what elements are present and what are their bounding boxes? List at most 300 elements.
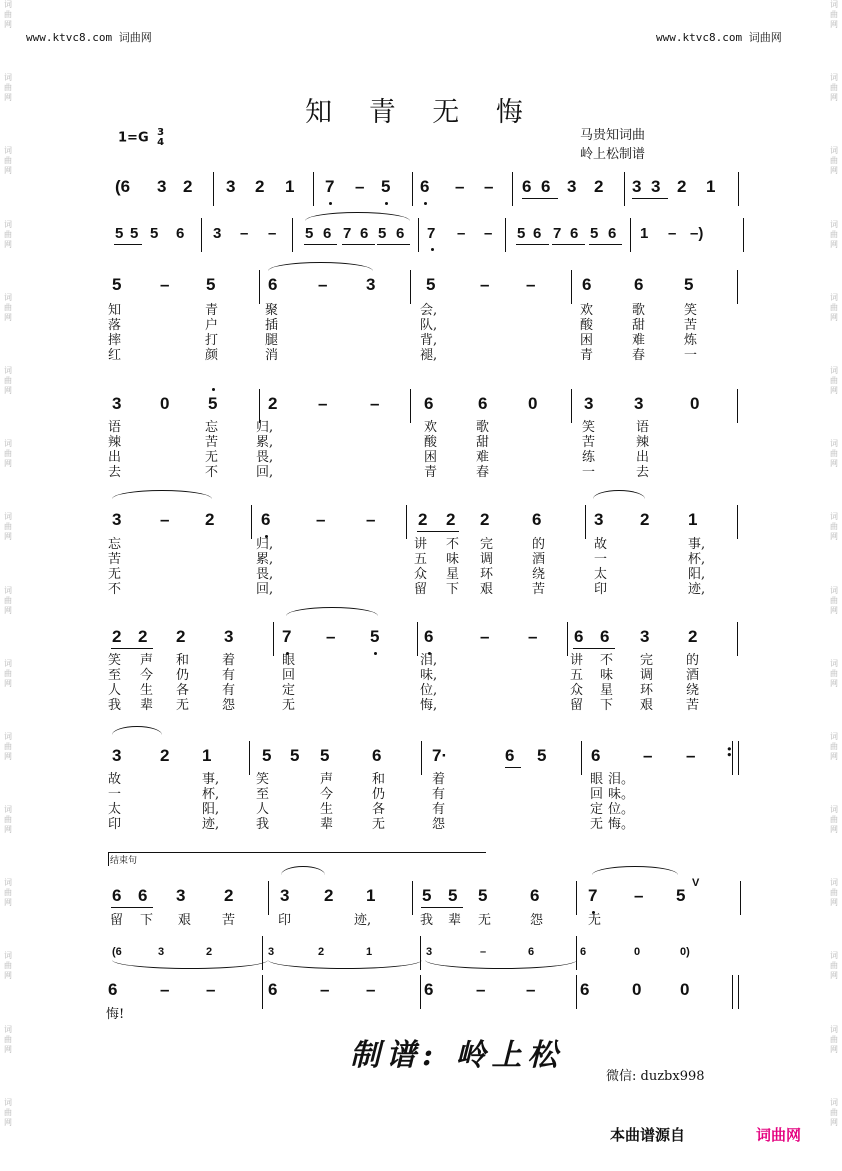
note: 7 [427, 225, 436, 242]
lyric-char: 生 [320, 802, 334, 817]
underline [377, 244, 410, 245]
lyric-char: 摔 [108, 333, 122, 348]
lyric-char: 悔, [420, 698, 438, 713]
lyric-char: 有 [222, 668, 236, 683]
final-lyric: 悔! [106, 1007, 125, 1022]
bar-line [738, 172, 739, 206]
octave-dot [374, 652, 377, 655]
lyric-char: 无 [108, 567, 122, 582]
note: 5 [206, 275, 216, 294]
lyric-char: 出 [108, 450, 122, 465]
watermark-char: 曲 [830, 449, 838, 459]
lyric-char: 杯, [688, 552, 706, 567]
note: 2 [255, 177, 265, 196]
note: 2 [418, 510, 428, 529]
note: 3 [226, 177, 236, 196]
lyric-char: 味。 [608, 787, 635, 802]
note: 6 [112, 886, 122, 905]
lyric-char: 太 [108, 802, 122, 817]
watermark-char: 曲 [830, 741, 838, 751]
lyric-char: 悔。 [608, 817, 635, 832]
octave-dot [212, 388, 215, 391]
lyric-char: 完 [480, 537, 494, 552]
watermark-char: 曲 [4, 595, 12, 605]
note: 1 [285, 177, 295, 196]
lyric-char: 春 [632, 348, 646, 363]
note: 3 [158, 946, 165, 958]
lyric-char: 仍 [372, 787, 386, 802]
note: 5 [537, 746, 547, 765]
lyric-char: 星 [446, 567, 460, 582]
bar-line [512, 172, 513, 206]
bar-line [571, 270, 572, 304]
lyric-char: 我 [256, 817, 270, 832]
lyric-char: 累, [256, 552, 274, 567]
section3-notes [0, 505, 842, 539]
note: 7· [432, 746, 448, 765]
note: 0 [680, 980, 690, 999]
lyric-char: 红 [108, 348, 122, 363]
underline [304, 244, 337, 245]
underline [111, 648, 153, 649]
bar-line [737, 389, 738, 423]
bar-line [273, 622, 274, 656]
watermark-char: 词 [4, 365, 12, 375]
note: – [484, 177, 494, 196]
note: 3 [632, 177, 642, 196]
lyric-char: 有 [432, 787, 446, 802]
note: 7 [343, 225, 352, 242]
watermark-char: 网 [830, 751, 838, 761]
top-watermark-left: www.ktvc8.com 词曲网 [26, 31, 152, 44]
lyric-char: 聚 [265, 303, 279, 318]
note: 5 [208, 394, 218, 413]
note: 6 [261, 510, 271, 529]
bar-line [732, 975, 733, 1009]
note: 6 [580, 980, 590, 999]
watermark-char: 网 [830, 93, 838, 103]
note: 5 [305, 225, 314, 242]
bar-line [630, 218, 631, 252]
note: – [686, 746, 696, 765]
note: 3 [157, 177, 167, 196]
watermark-char: 词 [830, 219, 838, 229]
note: – [526, 980, 536, 999]
lyric-char: 苦 [684, 318, 698, 333]
note: 3 [634, 394, 644, 413]
watermark-char: 网 [4, 385, 12, 395]
watermark-char: 词 [4, 878, 12, 888]
time-bottom: 4 [157, 137, 165, 148]
bar-line [259, 389, 260, 423]
coda-label: 结束句 [110, 856, 138, 866]
bar-line [201, 218, 202, 252]
note: 6 [522, 177, 532, 196]
watermark-char: 词 [830, 73, 838, 83]
watermark-char: 曲 [4, 888, 12, 898]
lyric-char: 人 [108, 683, 122, 698]
underline [522, 198, 558, 199]
bar-line [412, 881, 413, 915]
lyric-char: 今 [320, 787, 334, 802]
octave-dot [431, 248, 434, 251]
lyric-char: 插 [265, 318, 279, 333]
lyric-char: 印 [594, 582, 608, 597]
note: – [480, 627, 490, 646]
lyric-char: 迹, [688, 582, 706, 597]
lyric-char: 位, [420, 683, 438, 698]
lyric-char: 辣 [108, 435, 122, 450]
lyric-char: 歌 [632, 303, 646, 318]
note: 0 [632, 980, 642, 999]
watermark-char: 词 [830, 731, 838, 741]
watermark-char: 词 [4, 0, 12, 9]
note: 2 [176, 627, 186, 646]
lyric-char: 无 [205, 450, 219, 465]
lyric-char: 无 [372, 817, 386, 832]
bar-line [406, 505, 407, 539]
lyric-char: 不 [205, 465, 219, 480]
watermark-char: 曲 [830, 522, 838, 532]
tie-slur [268, 262, 373, 271]
lyric-char: 怨 [530, 913, 544, 928]
bar-line [743, 218, 744, 252]
watermark-char: 曲 [830, 375, 838, 385]
note: 6 [530, 886, 540, 905]
lyric-char: 笑 [582, 420, 596, 435]
lyric-char: 歌 [476, 420, 490, 435]
watermark-char: 网 [830, 605, 838, 615]
watermark-char: 词 [4, 73, 12, 83]
note: – [370, 394, 380, 413]
lyric-char: 笑 [256, 772, 270, 787]
watermark-char: 词 [4, 146, 12, 156]
watermark-char: 曲 [830, 229, 838, 239]
note: 5 [676, 886, 686, 905]
lyric-char: 去 [636, 465, 650, 480]
lyric-char: 的 [532, 537, 546, 552]
watermark-char: 网 [830, 166, 838, 176]
lyric-char: 星 [600, 683, 614, 698]
lyric-char: 困 [424, 450, 438, 465]
lyric-char: 留 [414, 582, 428, 597]
watermark-char: 词 [4, 585, 12, 595]
bar-line [417, 622, 418, 656]
lyric-char: 酸 [580, 318, 594, 333]
watermark-char: 网 [4, 898, 12, 908]
bar-line [505, 218, 506, 252]
note: 5 [115, 225, 124, 242]
note: 5 [590, 225, 599, 242]
note: 5 [517, 225, 526, 242]
lyric-char: 五 [570, 668, 584, 683]
note: – [668, 225, 677, 242]
top-watermark-right: www.ktvc8.com 词曲网 [656, 31, 782, 44]
lyric-char: 一 [108, 787, 122, 802]
note: 6 [505, 746, 515, 765]
note: 3 [567, 177, 577, 196]
watermark-char: 词 [830, 951, 838, 961]
underline [573, 648, 615, 649]
note: 5 [381, 177, 391, 196]
note: 1 [706, 177, 716, 196]
lyric-char: 甜 [632, 318, 646, 333]
lyric-char: 讲 [414, 537, 428, 552]
lyric-char: 苦 [205, 435, 219, 450]
lyric-char: 完 [640, 653, 654, 668]
lyric-char: 调 [640, 668, 654, 683]
note: 3 [176, 886, 186, 905]
section2-notes [0, 389, 842, 423]
note: 2 [480, 510, 490, 529]
note: –) [690, 225, 704, 242]
watermark-char: 曲 [4, 1034, 12, 1044]
lyric-char: 迹, [202, 817, 220, 832]
note: 6 [580, 946, 587, 958]
lyric-char: 太 [594, 567, 608, 582]
bar-line [737, 505, 738, 539]
watermark-char: 曲 [4, 449, 12, 459]
lyric-char: 褪, [420, 348, 438, 363]
key-text: 1=G [118, 130, 149, 146]
source-brand: 词曲网 [756, 1126, 802, 1144]
watermark-char: 词 [830, 0, 838, 9]
note: 0 [690, 394, 700, 413]
note: 7 [553, 225, 562, 242]
note: 6 [591, 746, 601, 765]
bar-line [259, 270, 260, 304]
lyric-char: 去 [108, 465, 122, 480]
bar-line [737, 622, 738, 656]
lyric-char: 眼 [282, 653, 296, 668]
lyric-char: 定 [590, 802, 604, 817]
watermark-char: 网 [4, 1044, 12, 1054]
watermark-char: 曲 [4, 741, 12, 751]
bar-line [262, 936, 263, 970]
lyric-char: 绕 [686, 683, 700, 698]
lyric-char: 欢 [580, 303, 594, 318]
lyric-char: 不 [108, 582, 122, 597]
underline [342, 244, 375, 245]
note: 2 [138, 627, 148, 646]
lyric-char: 无 [282, 698, 296, 713]
watermark-char: 词 [830, 146, 838, 156]
watermark-char: 词 [4, 219, 12, 229]
watermark-char: 词 [4, 1024, 12, 1034]
lyric-char: 声 [140, 653, 154, 668]
lyric-char: 无 [176, 698, 190, 713]
note: 2 [268, 394, 278, 413]
lyric-char: 怨 [432, 817, 446, 832]
note: – [268, 225, 277, 242]
note: – [355, 177, 365, 196]
lyric-char: 艰 [178, 913, 192, 928]
bar-line [251, 505, 252, 539]
lyric-char: 泪。 [608, 772, 635, 787]
lyric-char: 绕 [532, 567, 546, 582]
watermark-char: 曲 [4, 302, 12, 312]
watermark-char: 曲 [830, 888, 838, 898]
time-signature [157, 128, 164, 148]
section4-notes [0, 622, 842, 656]
lyric-char: 酒 [532, 552, 546, 567]
lyric-char: 印 [108, 817, 122, 832]
lyric-char: 辈 [320, 817, 334, 832]
watermark-char: 网 [4, 751, 12, 761]
note: 5 [150, 225, 159, 242]
note: – [366, 980, 376, 999]
tie-slur [593, 490, 645, 499]
lyric-char: 苦 [108, 552, 122, 567]
note: 1 [688, 510, 698, 529]
watermark-char: 词 [830, 1024, 838, 1034]
watermark-char: 网 [830, 825, 838, 835]
lyric-char: 消 [265, 348, 279, 363]
watermark-char: 曲 [830, 815, 838, 825]
final-notes [0, 975, 842, 1009]
watermark-char: 词 [4, 658, 12, 668]
bar-line [576, 881, 577, 915]
note: 2 [324, 886, 334, 905]
lyric-char: 欢 [424, 420, 438, 435]
note: 6 [574, 627, 584, 646]
bar-line [262, 975, 263, 1009]
note: 1 [640, 225, 649, 242]
lyric-char: 酸 [424, 435, 438, 450]
lyric-char: 环 [480, 567, 494, 582]
lyric-char: 艰 [640, 698, 654, 713]
note: 3 [224, 627, 234, 646]
note: 5 [378, 225, 387, 242]
note: 2 [640, 510, 650, 529]
bar-line [571, 389, 572, 423]
lyric-char: 人 [256, 802, 270, 817]
watermark-char: 词 [4, 951, 12, 961]
watermark-char: 曲 [4, 10, 12, 19]
watermark-char: 网 [830, 532, 838, 542]
watermark-char: 网 [830, 971, 838, 981]
lyric-char: 归, [256, 420, 274, 435]
lyric-char: 语 [636, 420, 650, 435]
note: (6 [115, 177, 131, 196]
note: 6 [608, 225, 617, 242]
lyric-char: 故 [594, 537, 608, 552]
lyric-char: 着 [222, 653, 236, 668]
note: 5 [290, 746, 300, 765]
watermark-char: 曲 [830, 961, 838, 971]
bar-line [292, 218, 293, 252]
note: 3 [112, 394, 122, 413]
watermark-char: 网 [830, 678, 838, 688]
bar-line [418, 218, 419, 252]
bar-line [213, 172, 214, 206]
lyric-char: 有 [432, 802, 446, 817]
bar-line [420, 975, 421, 1009]
note: 6 [372, 746, 382, 765]
lyric-char: 声 [320, 772, 334, 787]
watermark-char: 曲 [830, 595, 838, 605]
song-title: 知 青 无 悔 [305, 97, 537, 128]
watermark-char: 网 [830, 459, 838, 469]
note: 5 [684, 275, 694, 294]
watermark-char: 网 [4, 239, 12, 249]
note: 2 [160, 746, 170, 765]
watermark-char: 词 [4, 805, 12, 815]
watermark-char: 词 [830, 365, 838, 375]
watermark-char: 网 [830, 1117, 838, 1127]
lyric-char: 会, [420, 303, 438, 318]
lyric-char: 一 [684, 348, 698, 363]
lyric-char: 不 [600, 653, 614, 668]
lyric-char: 和 [176, 653, 190, 668]
note: – [160, 275, 170, 294]
watermark-char: 曲 [4, 156, 12, 166]
bar-line [740, 881, 741, 915]
lyric-char: 难 [632, 333, 646, 348]
note: 6 [424, 394, 434, 413]
lyric-char: 腿 [265, 333, 279, 348]
bar-line [420, 936, 421, 970]
lyric-char: 笑 [684, 303, 698, 318]
note: – [457, 225, 466, 242]
key-signature [118, 128, 164, 148]
lyric-char: 着 [432, 772, 446, 787]
watermark-char: 词 [830, 658, 838, 668]
lyric-char: 艰 [480, 582, 494, 597]
note: 3 [280, 886, 290, 905]
intro-row-1 [0, 172, 842, 206]
lyric-char: 印 [278, 913, 292, 928]
coda-notes [0, 877, 842, 915]
note: 6 [360, 225, 369, 242]
lyric-char: 无 [588, 913, 602, 928]
lyric-char: 颜 [205, 348, 219, 363]
underline [516, 244, 549, 245]
lyric-char: 留 [570, 698, 584, 713]
watermark-char: 网 [4, 459, 12, 469]
watermark-char: 曲 [4, 522, 12, 532]
lyric-char: 回, [256, 465, 274, 480]
note: 3 [366, 275, 376, 294]
lyric-char: 笑 [108, 653, 122, 668]
note: 6 [424, 980, 434, 999]
note: – [206, 980, 216, 999]
note: 5 [422, 886, 432, 905]
watermark-char: 网 [830, 385, 838, 395]
note: 0) [680, 946, 690, 958]
lyric-char: 各 [176, 683, 190, 698]
watermark-char: 曲 [830, 668, 838, 678]
lyric-char: 队, [420, 318, 438, 333]
underline [505, 767, 521, 768]
note: (6 [112, 946, 122, 958]
lyric-char: 泪, [420, 653, 438, 668]
lyric-char: 青 [424, 465, 438, 480]
lyric-char: 味 [600, 668, 614, 683]
lyric-char: 困 [580, 333, 594, 348]
note: – [643, 746, 653, 765]
watermark-char: 词 [4, 731, 12, 741]
lyric-char: 语 [108, 420, 122, 435]
note: 6 [541, 177, 551, 196]
lyric-char: 讲 [570, 653, 584, 668]
lyric-char: 迹, [354, 913, 372, 928]
note: 6 [268, 980, 278, 999]
note: 5 [370, 627, 380, 646]
underline [114, 244, 142, 245]
tie-slur [286, 607, 378, 616]
note: 2 [183, 177, 193, 196]
